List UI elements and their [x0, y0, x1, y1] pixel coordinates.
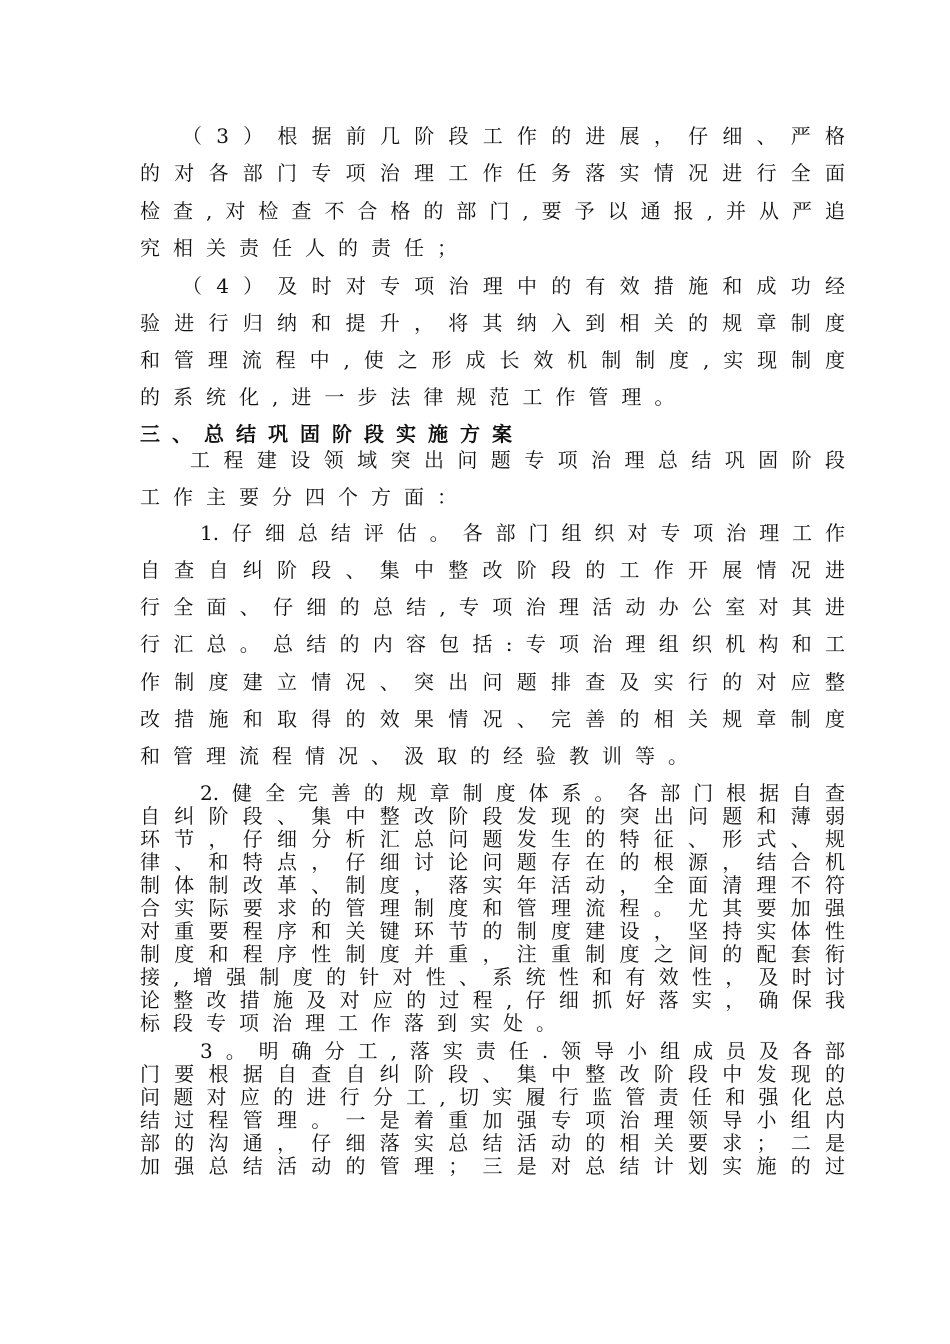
p3-line-1: （3）根据前几阶段工作的进展，仔细、严格: [182, 124, 845, 148]
item1-line-5: 作制度建立情况、突出问题排查及实行的对应整: [140, 670, 845, 694]
intro-line-2: 工作主要分四个方面：: [140, 485, 470, 509]
item3-line-3: 问题对应的进行分工,切实履行监管责任和强化总: [140, 1086, 845, 1108]
item1-line-1: 1.仔细总结评估。各部门组织对专项治理工作: [200, 521, 845, 545]
item1-line-3: 行全面、仔细的总结,专项治理活动办公室对其进: [140, 595, 845, 619]
item3-line-6: 加强总结活动的管理；三是对总结计划实施的过: [140, 1155, 845, 1177]
item2-line-3: 环节，仔细分析汇总问题发生的特征、形式、规: [140, 828, 845, 850]
item3-line-5: 部的沟通，仔细落实总结活动的相关要求；二是: [140, 1132, 845, 1154]
item2-line-1: 2.健全完善的规章制度体系。各部门根据自查: [200, 782, 845, 804]
p3-line-3: 检查,对检查不合格的部门,要予以通报,并从严追: [140, 199, 845, 223]
item2-line-6: 合实际要求的管理制度和管理流程。尤其要加强: [140, 897, 845, 919]
item2-line-7: 对重要程序和关键环节的制度建设，坚持实体性: [140, 920, 845, 942]
p3-line-4: 究相关责任人的责任；: [140, 236, 470, 260]
section-heading: 三、总结巩固阶段实施方案: [140, 422, 524, 446]
item2-line-4: 律、和特点，仔细讨论问题存在的根源，结合机: [140, 851, 845, 873]
item2-line-11: 标段专项治理工作落到实处。: [140, 1012, 569, 1034]
item1-line-6: 改措施和取得的效果情况、完善的相关规章制度: [140, 707, 845, 731]
item2-line-8: 制度和程序性制度并重，注重制度之间的配套衔: [140, 943, 845, 965]
p4-line-2: 验进行归纳和提升，将其纳入到相关的规章制度: [140, 311, 845, 335]
item1-line-4: 行汇总。总结的内容包括:专项治理组织机构和工: [140, 632, 845, 656]
item1-line-2: 自查自纠阶段、集中整改阶段的工作开展情况进: [140, 558, 845, 582]
item3-line-4: 结过程管理。一是着重加强专项治理领导小组内: [140, 1109, 845, 1131]
item3-line-2: 门要根据自查自纠阶段、集中整改阶段中发现的: [140, 1063, 845, 1085]
item2-line-2: 自纠阶段、集中整改阶段发现的突出问题和薄弱: [140, 805, 845, 827]
item3-line-1: 3。明确分工,落实责任.领导小组成员及各部: [200, 1040, 845, 1062]
item2-line-10: 论整改措施及对应的过程,仔细抓好落实，确保我: [140, 989, 845, 1011]
item2-line-9: 接,增强制度的针对性、系统性和有效性，及时讨: [140, 966, 845, 988]
p3-line-2: 的对各部门专项治理工作任务落实情况进行全面: [140, 161, 845, 185]
intro-line-1: 工程建设领域突出问题专项治理总结巩固阶段: [190, 448, 845, 472]
item1-line-7: 和管理流程情况、汲取的经验教训等。: [140, 744, 701, 768]
item2-line-5: 制体制改革、制度，落实年活动，全面清理不符: [140, 874, 845, 896]
p4-line-4: 的系统化,进一步法律规范工作管理。: [140, 385, 688, 409]
p4-line-1: （4）及时对专项治理中的有效措施和成功经: [182, 274, 845, 298]
p4-line-3: 和管理流程中,使之形成长效机制制度,实现制度: [140, 348, 845, 372]
